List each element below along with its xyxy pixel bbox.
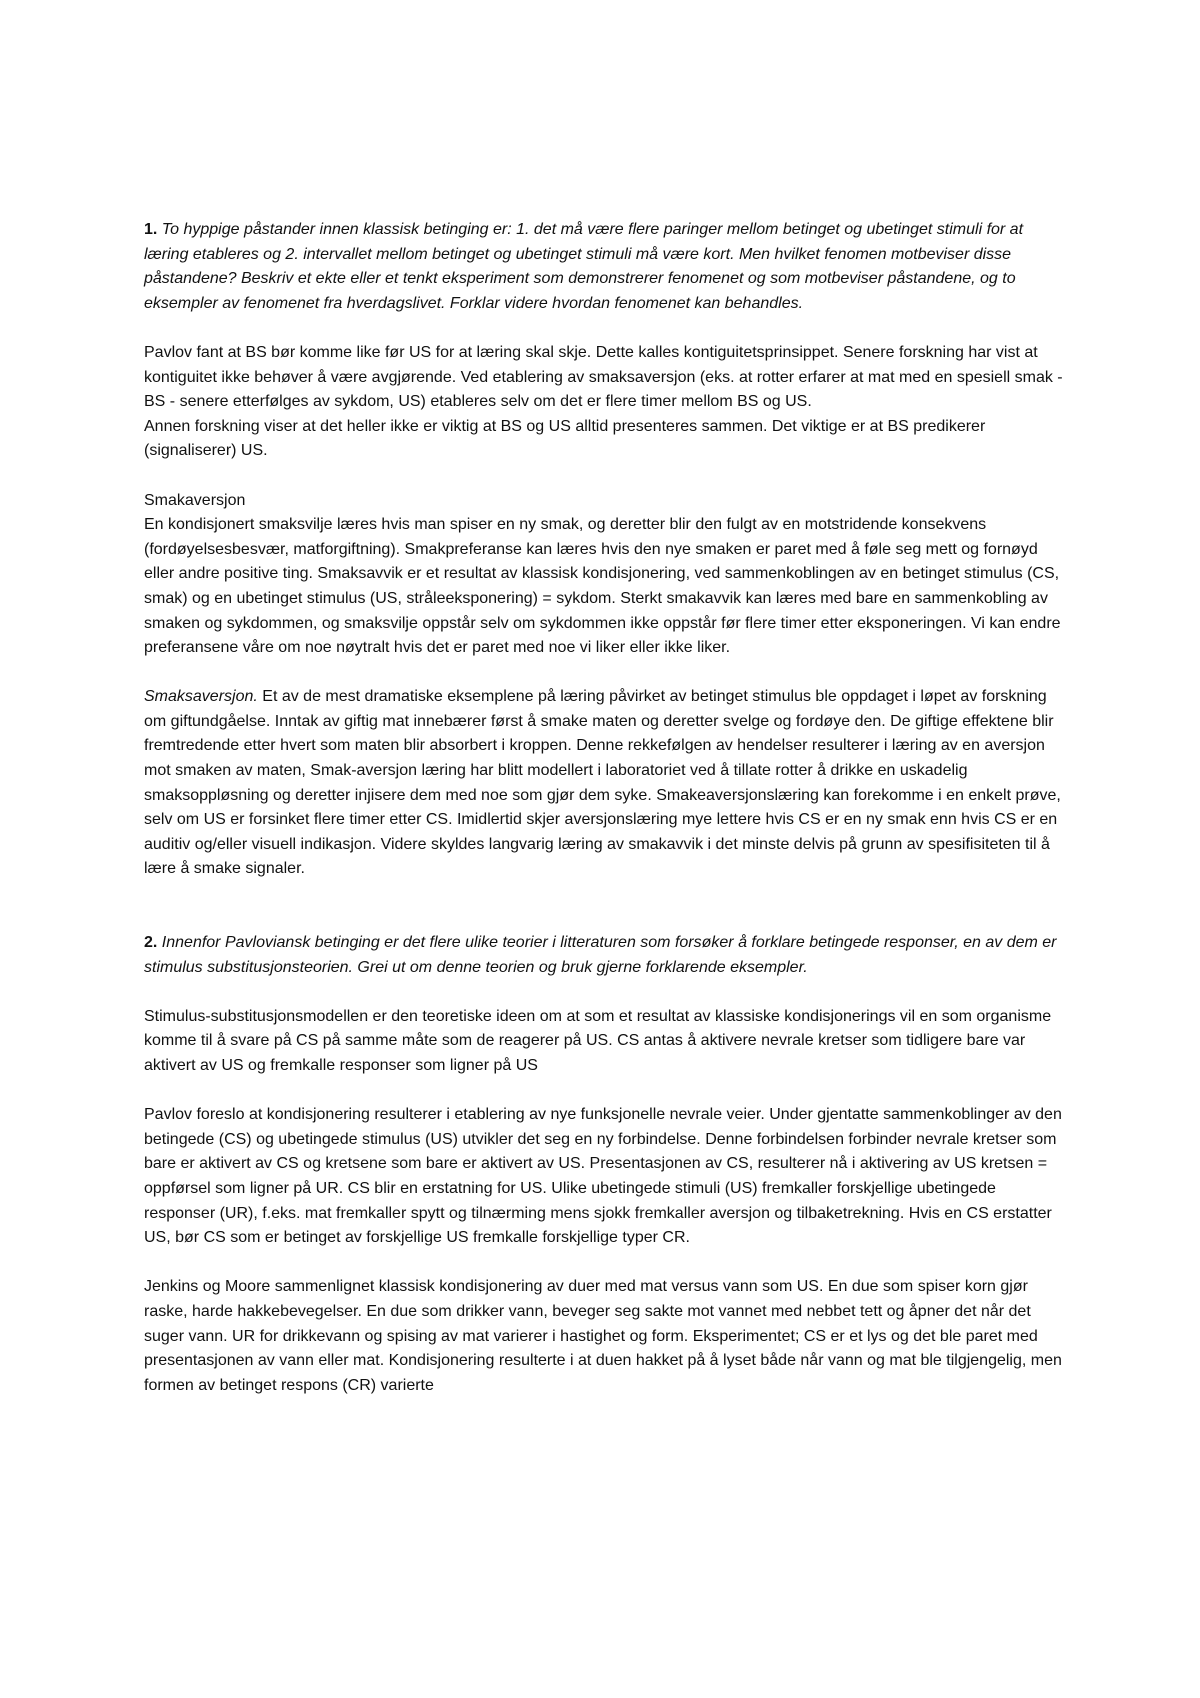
spacer — [144, 464, 1064, 489]
question-1 — [144, 218, 1064, 316]
answer-1-paragraph-3: En kondisjonert smaksvilje læres hvis man spiser en ny smak, og deretter blir den fulgt av en motstridende konsekvens (fordøyelsesbesvær, matforgiftning). Smakpreferanse kan læres hvis den nye smaken er paret med å føle seg mett og fornøyd eller andre positive ting. Smaksavvik er et resultat av klassisk kondisjonering, ved sammenkoblingen av en betinget stimulus (CS, smak) og en ubetinget stimulus (US, stråleeksponering) = sykdom. Sterkt smakavvik kan læres med bare en sammenkobling av smaken og sykdommen, og smaksvilje oppstår selv om sykdommen ikke oppstår før flere timer etter eksponeringen. Vi kan endre preferansene våre om noe nøytralt hvis det er paret med noe vi liker eller ikke liker. — [144, 516, 1061, 657]
answer-2-paragraph-3: Jenkins og Moore sammenlignet klassisk kondisjonering av duer med mat versus vann som US. En due som spiser korn gjør raske, harde hakkebevegelser. En due som drikker vann, beveger seg sakte mot vannet med nebbet tett og åpner det når det suger vann. UR for drikkevann og spising av mat varierer i hastighet og form. Eksperimentet; CS er et lys og det ble paret med presentasjonen av vann eller mat. Kondisjonering resulterte i at duen hakket på å lyset både når vann og mat ble tilgjengelig, men formen av betinget respons (CR) varierte — [144, 1278, 1062, 1394]
document-body — [144, 218, 1064, 1398]
question-2-number: 2. — [144, 934, 158, 952]
answer-1-paragraph-1: Pavlov fant at BS bør komme like før US for at læring skal skje. Dette kalles kontiguitetsprinsippet. Senere forskning har vist at kontiguitet ikke behøver å være avgjørende. Ved etablering av smaksaversjon (eks. at rotter erfarer at mat med en spesiell smak - BS - senere etterfølges av sykdom, US) etableres selv om det er flere timer mellom BS og US. — [144, 343, 1063, 411]
spacer — [144, 1079, 1064, 1104]
spacer — [144, 980, 1064, 1005]
spacer — [144, 882, 1064, 931]
question-2-text: Innenfor Pavloviansk betinging er det flere ulike teorier i litteraturen som forsøker å forklare betingede responser, en av dem er stimulus substitusjonsteorien. Grei ut om denne teorien og bruk gjerne forklarende eksempler. — [144, 934, 1057, 976]
question-2 — [144, 931, 1064, 980]
spacer — [144, 316, 1064, 341]
question-1-number: 1. — [144, 221, 158, 238]
answer-2-paragraph-2: Pavlov foreslo at kondisjonering resulterer i etablering av nye funksjonelle nevrale veier. Under gjentatte sammenkoblinger av den betingede (CS) og ubetingede stimulus (US) utvikler det seg en ny forbindelse. Denne forbindelsen forbinder nevrale kretser som bare er aktivert av CS og kretsene som bare er aktivert av US. Presentasjonen av CS, resulterer nå i aktivering av US kretsen = oppførsel som ligner på UR. CS blir en erstatning for US. Ulike ubetingede stimuli (US) fremkaller forskjellige ubetingede responser (UR), f.eks. mat fremkaller spytt og tilnærming mens sjokk fremkaller aversjon og tilbaketrekning. Hvis en CS erstatter US, bør CS som er betinget av forskjellige US fremkalle forskjellige typer CR. — [144, 1106, 1062, 1247]
question-1-text: To hyppige påstander innen klassisk betinging er: 1. det må være flere paringer mellom betinget og ubetinget stimuli for at læring etableres og 2. intervallet mellom betinget og ubetinget stimuli må være kort. Men hvilket fenomen motbeviser disse påstandene? Beskriv et ekte eller et tenkt eksperiment som demonstrerer fenomenet og som motbeviser påstandene, og to eksempler av fenomenet fra hverdagslivet. Forklar videre hvordan fenomenet kan behandles. — [144, 221, 1024, 312]
answer-1-paragraph-4-text: Et av de mest dramatiske eksemplene på læring påvirket av betinget stimulus ble oppdaget i løpet av forskning om giftundgåelse. Inntak av giftig mat innebærer først å smake maten og deretter svelge og fordøye den. De giftige effektene blir fremtredende etter hvert som maten blir absorbert i kroppen. Denne rekkefølgen av hendelser resulterer i læring av en aversjon mot smaken av maten, Smak-aversjon læring har blitt modellert i laboratoriet ved å tillate rotter å drikke en uskadelig smaksoppløsning og deretter injisere dem med noe som gjør dem syke. Smakeaversjonslæring kan forekomme i en enkelt prøve, selv om US er forsinket flere timer etter CS. Imidlertid skjer aversjonslæring mye lettere hvis CS er en ny smak enn hvis CS er en auditiv og/eller visuell indikasjon. Videre skyldes langvarig læring av smakavvik i det minste delvis på grunn av spesifisiteten til å lære å smake signaler. — [144, 688, 1061, 878]
answer-1-paragraph-2: Annen forskning viser at det heller ikke er viktig at BS og US alltid presenteres sammen. Det viktige er at BS predikerer (signaliserer) US. — [144, 417, 986, 460]
answer-2-paragraph-1: Stimulus-substitusjonsmodellen er den teoretiske ideen om at som et resultat av klassiske kondisjonerings vil en som organisme komme til å svare på CS på samme måte som de reagerer på US. CS antas å aktivere nevrale kretser som tidligere bare var aktivert av US og fremkalle responser som ligner på US — [144, 1007, 1052, 1074]
answer-1-paragraph-4-lead: Smaksaversjon. — [144, 688, 258, 706]
answer-1-paragraph-4 — [144, 685, 1064, 882]
spacer — [144, 661, 1064, 686]
section-heading-smakaversjon: Smakaversjon — [144, 491, 246, 509]
spacer — [144, 1251, 1064, 1276]
